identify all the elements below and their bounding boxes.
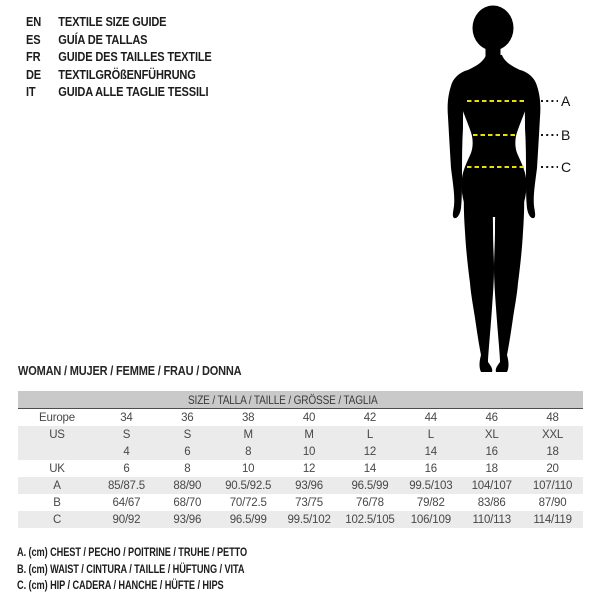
size-cell: 18 <box>546 445 559 458</box>
section-title: WOMAN / MUJER / FEMME / FRAU / DONNA <box>18 364 242 378</box>
size-cell: 12 <box>302 462 316 475</box>
size-cell: 38 <box>241 411 255 424</box>
table-row-b <box>18 494 583 511</box>
size-cell: S <box>122 428 131 441</box>
size-cell: 48 <box>546 411 559 424</box>
table-row-us <box>18 426 583 443</box>
size-cell: 110/113 <box>472 513 511 526</box>
measure-label-c: C <box>561 159 572 175</box>
size-cell: 90/92 <box>112 513 141 526</box>
size-cell: 102.5/105 <box>345 513 395 526</box>
size-cell: XL <box>484 428 499 441</box>
measure-label-b: B <box>561 127 571 143</box>
legend-line-c: C. (cm) HIP / CADERA / HANCHE / HÜFTE / HIPS <box>17 580 224 593</box>
table-row-c <box>18 511 583 528</box>
size-cell: 10 <box>241 462 255 475</box>
size-cell: 85/87.5 <box>107 479 145 492</box>
size-cell: 88/90 <box>173 479 202 492</box>
size-cell: 46 <box>485 411 498 424</box>
silhouette-left-leg <box>464 190 494 372</box>
size-cell: 14 <box>363 462 377 475</box>
size-cell: 18 <box>485 462 498 475</box>
language-code: ES <box>26 31 41 47</box>
table-row-europe <box>18 409 583 427</box>
row-label: B <box>53 496 61 509</box>
size-cell: 79/82 <box>416 496 445 509</box>
size-cell: 42 <box>363 411 377 424</box>
size-cell: 83/86 <box>477 496 506 509</box>
size-cell: 104/107 <box>471 479 512 492</box>
size-cell: 36 <box>181 411 194 424</box>
language-title: TEXTILGRÖßENFÜHRUNG <box>58 66 196 82</box>
language-title: GUÍA DE TALLAS <box>58 31 148 47</box>
size-cell: 96.5/99 <box>351 479 389 492</box>
size-cell: 93/96 <box>173 513 202 526</box>
language-code: EN <box>26 14 42 29</box>
language-title: TEXTILE SIZE GUIDE <box>58 14 167 29</box>
legend-line-a: A. (cm) CHEST / PECHO / POITRINE / TRUHE / PETTO <box>17 547 248 559</box>
size-cell: 40 <box>302 411 316 424</box>
size-cell: 64/67 <box>112 496 141 509</box>
table-header-row <box>18 391 583 409</box>
silhouette-right-leg <box>494 190 524 372</box>
size-cell: 93/96 <box>295 479 323 492</box>
size-cell: 114/119 <box>533 513 572 526</box>
size-cell: 16 <box>485 445 498 458</box>
woman-silhouette <box>448 6 541 373</box>
size-cell: 4 <box>123 445 130 458</box>
size-cell: 12 <box>363 445 377 458</box>
size-cell: 99.5/103 <box>409 479 453 492</box>
size-cell: L <box>427 428 434 441</box>
size-cell: 14 <box>424 445 438 458</box>
size-cell: 8 <box>184 462 191 475</box>
size-cell: 96.5/99 <box>229 513 267 526</box>
size-cell: S <box>183 428 192 441</box>
size-cell: M <box>304 428 314 441</box>
row-label: A <box>53 479 61 492</box>
table-header-text: SIZE / TALLA / TAILLE / GRÖSSE / TAGLIA <box>187 392 378 407</box>
size-cell: 20 <box>546 462 559 475</box>
language-code: DE <box>26 66 42 82</box>
size-cell: 73/75 <box>295 496 323 509</box>
measurement-legend <box>17 545 247 595</box>
size-cell: 107/110 <box>532 479 573 492</box>
row-label: US <box>49 428 65 441</box>
size-table <box>18 391 583 528</box>
size-cell: 6 <box>184 445 191 458</box>
size-cell: 99.5/102 <box>287 513 331 526</box>
table-row-a <box>18 477 583 494</box>
size-cell: L <box>366 428 374 441</box>
table-row-us-numeric <box>18 443 583 460</box>
table-header <box>18 391 583 409</box>
size-cell: 90.5/92.5 <box>225 479 272 492</box>
measure-label-a: A <box>561 93 571 109</box>
size-cell: 106/109 <box>410 513 451 526</box>
language-title: GUIDA ALLE TAGLIE TESSILI <box>58 84 209 99</box>
language-code: IT <box>26 84 36 99</box>
size-cell: 44 <box>424 411 438 424</box>
size-cell: 16 <box>424 462 438 475</box>
size-cell: 34 <box>120 411 133 424</box>
legend-line-b: B. (cm) WAIST / CINTURA / TAILLE / HÜFTUNG / VITA <box>17 563 245 576</box>
row-label: C <box>52 513 62 526</box>
size-cell: 70/72.5 <box>229 496 267 509</box>
size-cell: 8 <box>245 445 252 458</box>
size-cell: 6 <box>123 462 130 475</box>
language-title: GUIDE DES TAILLES TEXTILE <box>58 49 212 64</box>
table-row-uk <box>18 460 583 477</box>
row-label: UK <box>49 462 65 475</box>
size-cell: 68/70 <box>173 496 202 509</box>
size-cell: 10 <box>302 445 316 458</box>
language-code: FR <box>26 49 41 64</box>
row-label <box>18 443 96 460</box>
row-label: Europe <box>39 411 75 424</box>
size-cell: 87/90 <box>538 496 567 509</box>
size-cell: XXL <box>541 428 564 441</box>
size-cell: M <box>243 428 253 441</box>
size-cell: 76/78 <box>356 496 384 509</box>
